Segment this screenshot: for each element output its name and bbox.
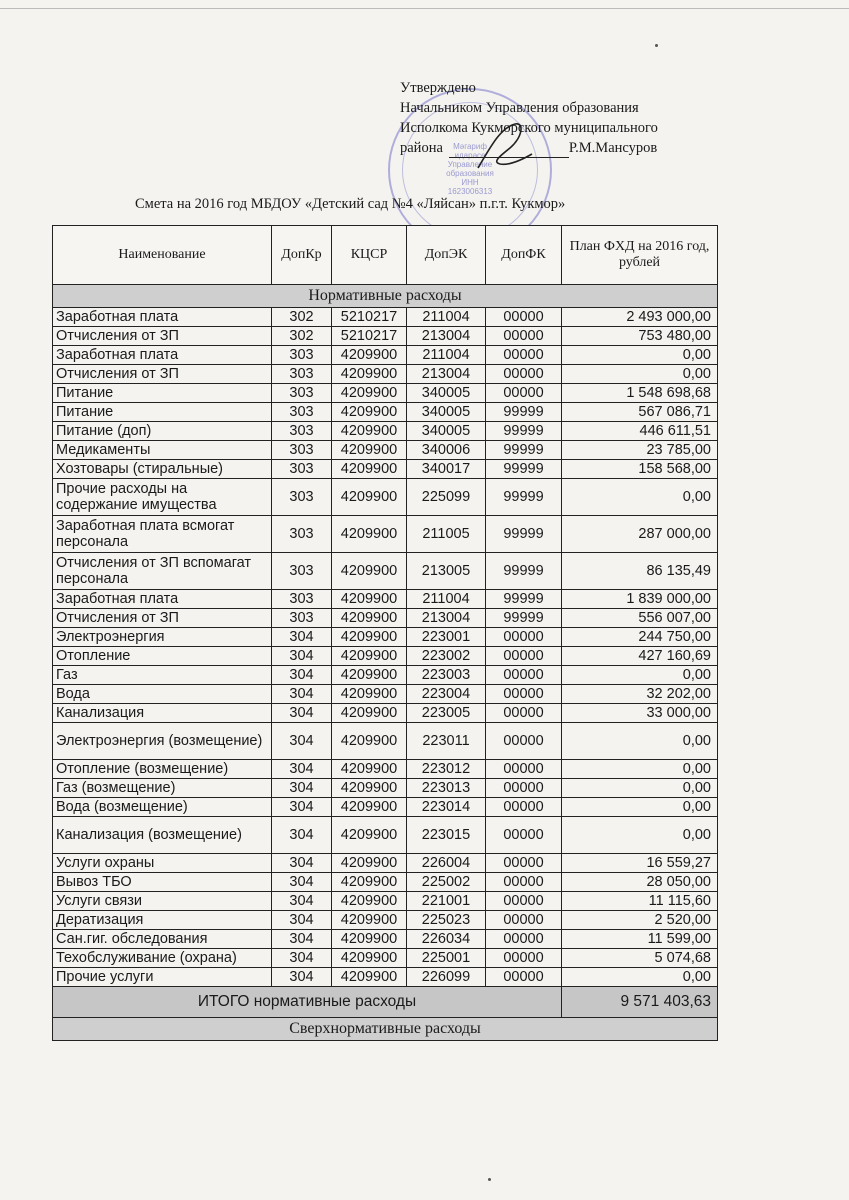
table-row bbox=[53, 968, 718, 987]
table-row bbox=[53, 609, 718, 628]
cell-kcsr: 4209900 bbox=[332, 647, 407, 666]
cell-dopfk: 00000 bbox=[486, 930, 562, 949]
cell-dopek: 226099 bbox=[407, 968, 486, 987]
cell-dopek: 225002 bbox=[407, 873, 486, 892]
cell-dopek: 340006 bbox=[407, 441, 486, 460]
signature-row bbox=[400, 138, 740, 158]
cell-kcsr: 4209900 bbox=[332, 422, 407, 441]
header-dopkr: ДопКр bbox=[272, 226, 332, 285]
cell-name: Электроэнергия bbox=[53, 628, 272, 647]
cell-plan: 0,00 bbox=[562, 723, 718, 760]
scan-edge-line bbox=[0, 8, 849, 9]
cell-dopek: 211004 bbox=[407, 346, 486, 365]
cell-name: Вода bbox=[53, 685, 272, 704]
cell-kcsr: 4209900 bbox=[332, 666, 407, 685]
cell-dopkr: 304 bbox=[272, 798, 332, 817]
table-row bbox=[53, 911, 718, 930]
stamp-text: Мәгариф идарәсе Управление образования ИНН 1623006313 bbox=[446, 142, 494, 196]
approval-line-2: Начальником Управления образования bbox=[400, 100, 639, 116]
cell-name: Дератизация bbox=[53, 911, 272, 930]
total-label: ИТОГО нормативные расходы bbox=[53, 987, 562, 1018]
cell-kcsr: 4209900 bbox=[332, 949, 407, 968]
cell-dopek: 211004 bbox=[407, 590, 486, 609]
table-row bbox=[53, 327, 718, 346]
cell-kcsr: 4209900 bbox=[332, 704, 407, 723]
cell-plan: 427 160,69 bbox=[562, 647, 718, 666]
cell-name: Услуги охраны bbox=[53, 854, 272, 873]
table-row bbox=[53, 723, 718, 760]
cell-kcsr: 4209900 bbox=[332, 590, 407, 609]
cell-dopkr: 303 bbox=[272, 441, 332, 460]
table-row bbox=[53, 590, 718, 609]
cell-dopek: 223011 bbox=[407, 723, 486, 760]
cell-name: Отчисления от ЗП bbox=[53, 365, 272, 384]
cell-kcsr: 4209900 bbox=[332, 609, 407, 628]
cell-dopek: 223005 bbox=[407, 704, 486, 723]
header-name: Наименование bbox=[53, 226, 272, 285]
signatory-name: Р.М.Мансуров bbox=[568, 140, 658, 156]
cell-dopek: 225023 bbox=[407, 911, 486, 930]
cell-plan: 23 785,00 bbox=[562, 441, 718, 460]
cell-kcsr: 4209900 bbox=[332, 798, 407, 817]
cell-dopek: 223002 bbox=[407, 647, 486, 666]
cell-dopkr: 304 bbox=[272, 949, 332, 968]
cell-dopek: 340005 bbox=[407, 384, 486, 403]
section-normative-label: Нормативные расходы bbox=[53, 285, 718, 308]
cell-dopfk: 99999 bbox=[486, 422, 562, 441]
cell-plan: 244 750,00 bbox=[562, 628, 718, 647]
table-header-row bbox=[53, 226, 718, 285]
cell-name: Заработная плата bbox=[53, 590, 272, 609]
cell-dopek: 221001 bbox=[407, 892, 486, 911]
cell-kcsr: 4209900 bbox=[332, 403, 407, 422]
cell-kcsr: 4209900 bbox=[332, 479, 407, 516]
document-title: Смета на 2016 год МБДОУ «Детский сад №4 «Ляйсан» п.г.т. Кукмор» bbox=[135, 196, 566, 212]
cell-kcsr: 4209900 bbox=[332, 854, 407, 873]
table-row bbox=[53, 685, 718, 704]
cell-dopkr: 302 bbox=[272, 308, 332, 327]
cell-dopkr: 304 bbox=[272, 666, 332, 685]
cell-dopkr: 304 bbox=[272, 628, 332, 647]
cell-kcsr: 4209900 bbox=[332, 817, 407, 854]
cell-name: Заработная плата всмогат персонала bbox=[53, 516, 272, 553]
cell-kcsr: 4209900 bbox=[332, 685, 407, 704]
cell-dopkr: 304 bbox=[272, 685, 332, 704]
total-value: 9 571 403,63 bbox=[562, 987, 718, 1018]
cell-kcsr: 5210217 bbox=[332, 327, 407, 346]
cell-name: Отчисления от ЗП вспомагат персонала bbox=[53, 553, 272, 590]
cell-name: Питание bbox=[53, 403, 272, 422]
cell-dopkr: 303 bbox=[272, 422, 332, 441]
cell-plan: 567 086,71 bbox=[562, 403, 718, 422]
cell-kcsr: 4209900 bbox=[332, 346, 407, 365]
cell-plan: 1 839 000,00 bbox=[562, 590, 718, 609]
cell-name: Прочие услуги bbox=[53, 968, 272, 987]
cell-dopfk: 00000 bbox=[486, 798, 562, 817]
cell-dopkr: 303 bbox=[272, 590, 332, 609]
cell-plan: 16 559,27 bbox=[562, 854, 718, 873]
cell-plan: 11 599,00 bbox=[562, 930, 718, 949]
table-row bbox=[53, 666, 718, 685]
cell-name: Заработная плата bbox=[53, 346, 272, 365]
cell-dopfk: 99999 bbox=[486, 403, 562, 422]
cell-dopfk: 99999 bbox=[486, 609, 562, 628]
cell-dopek: 340005 bbox=[407, 422, 486, 441]
cell-kcsr: 4209900 bbox=[332, 968, 407, 987]
cell-dopfk: 00000 bbox=[486, 346, 562, 365]
cell-dopkr: 302 bbox=[272, 327, 332, 346]
cell-kcsr: 4209900 bbox=[332, 930, 407, 949]
cell-dopkr: 304 bbox=[272, 911, 332, 930]
cell-dopfk: 99999 bbox=[486, 516, 562, 553]
cell-dopfk: 00000 bbox=[486, 949, 562, 968]
table-row bbox=[53, 930, 718, 949]
cell-dopfk: 99999 bbox=[486, 441, 562, 460]
table-row bbox=[53, 854, 718, 873]
cell-name: Отчисления от ЗП bbox=[53, 609, 272, 628]
cell-plan: 32 202,00 bbox=[562, 685, 718, 704]
cell-dopfk: 00000 bbox=[486, 892, 562, 911]
cell-dopek: 225001 bbox=[407, 949, 486, 968]
cell-plan: 0,00 bbox=[562, 798, 718, 817]
cell-name: Питание bbox=[53, 384, 272, 403]
cell-kcsr: 4209900 bbox=[332, 873, 407, 892]
cell-dopfk: 00000 bbox=[486, 760, 562, 779]
cell-plan: 0,00 bbox=[562, 968, 718, 987]
cell-dopfk: 00000 bbox=[486, 704, 562, 723]
table-row bbox=[53, 760, 718, 779]
cell-dopek: 211004 bbox=[407, 308, 486, 327]
table-row bbox=[53, 479, 718, 516]
cell-kcsr: 4209900 bbox=[332, 892, 407, 911]
scan-speck bbox=[488, 1178, 491, 1181]
cell-plan: 0,00 bbox=[562, 760, 718, 779]
table-row bbox=[53, 779, 718, 798]
cell-plan: 446 611,51 bbox=[562, 422, 718, 441]
cell-dopkr: 304 bbox=[272, 779, 332, 798]
cell-dopkr: 304 bbox=[272, 892, 332, 911]
cell-name: Отчисления от ЗП bbox=[53, 327, 272, 346]
cell-plan: 753 480,00 bbox=[562, 327, 718, 346]
cell-name: Питание (доп) bbox=[53, 422, 272, 441]
table-row bbox=[53, 346, 718, 365]
cell-dopfk: 00000 bbox=[486, 873, 562, 892]
cell-plan: 0,00 bbox=[562, 346, 718, 365]
table-row bbox=[53, 516, 718, 553]
cell-kcsr: 5210217 bbox=[332, 308, 407, 327]
cell-dopkr: 303 bbox=[272, 460, 332, 479]
cell-dopfk: 00000 bbox=[486, 384, 562, 403]
table-row bbox=[53, 798, 718, 817]
table-row bbox=[53, 704, 718, 723]
cell-dopkr: 304 bbox=[272, 873, 332, 892]
cell-name: Отопление (возмещение) bbox=[53, 760, 272, 779]
cell-name: Канализация (возмещение) bbox=[53, 817, 272, 854]
table-row bbox=[53, 628, 718, 647]
cell-plan: 556 007,00 bbox=[562, 609, 718, 628]
cell-plan: 0,00 bbox=[562, 666, 718, 685]
cell-dopkr: 304 bbox=[272, 647, 332, 666]
section-above-normative-label: Сверхнормативные расходы bbox=[53, 1018, 718, 1041]
cell-dopkr: 303 bbox=[272, 403, 332, 422]
cell-dopkr: 304 bbox=[272, 704, 332, 723]
cell-dopfk: 00000 bbox=[486, 968, 562, 987]
cell-dopek: 223015 bbox=[407, 817, 486, 854]
cell-name: Медикаменты bbox=[53, 441, 272, 460]
cell-name: Заработная плата bbox=[53, 308, 272, 327]
cell-dopkr: 303 bbox=[272, 479, 332, 516]
cell-name: Газ (возмещение) bbox=[53, 779, 272, 798]
table-row bbox=[53, 403, 718, 422]
cell-plan: 0,00 bbox=[562, 779, 718, 798]
cell-dopkr: 304 bbox=[272, 817, 332, 854]
scan-speck bbox=[655, 44, 658, 47]
cell-dopfk: 00000 bbox=[486, 911, 562, 930]
cell-plan: 86 135,49 bbox=[562, 553, 718, 590]
cell-dopek: 226034 bbox=[407, 930, 486, 949]
table-row bbox=[53, 384, 718, 403]
cell-dopek: 223014 bbox=[407, 798, 486, 817]
header-kcsr: КЦСР bbox=[332, 226, 407, 285]
cell-dopkr: 304 bbox=[272, 723, 332, 760]
approval-line-3: Исполкома Кукморского муниципального bbox=[400, 120, 658, 136]
cell-dopfk: 99999 bbox=[486, 460, 562, 479]
cell-dopkr: 304 bbox=[272, 854, 332, 873]
table-row bbox=[53, 308, 718, 327]
cell-dopek: 213005 bbox=[407, 553, 486, 590]
section-normative-row bbox=[53, 285, 718, 308]
cell-plan: 5 074,68 bbox=[562, 949, 718, 968]
cell-name: Техобслуживание (охрана) bbox=[53, 949, 272, 968]
cell-dopfk: 99999 bbox=[486, 590, 562, 609]
cell-dopfk: 99999 bbox=[486, 479, 562, 516]
cell-dopek: 340005 bbox=[407, 403, 486, 422]
cell-dopkr: 304 bbox=[272, 930, 332, 949]
cell-dopfk: 00000 bbox=[486, 308, 562, 327]
cell-dopek: 223012 bbox=[407, 760, 486, 779]
cell-name: Отопление bbox=[53, 647, 272, 666]
cell-dopek: 213004 bbox=[407, 327, 486, 346]
cell-dopfk: 00000 bbox=[486, 854, 562, 873]
signature-blank bbox=[449, 157, 569, 158]
cell-kcsr: 4209900 bbox=[332, 628, 407, 647]
cell-kcsr: 4209900 bbox=[332, 441, 407, 460]
cell-dopfk: 00000 bbox=[486, 685, 562, 704]
cell-dopfk: 00000 bbox=[486, 817, 562, 854]
cell-plan: 0,00 bbox=[562, 817, 718, 854]
table-row bbox=[53, 441, 718, 460]
cell-name: Хозтовары (стиральные) bbox=[53, 460, 272, 479]
cell-plan: 2 520,00 bbox=[562, 911, 718, 930]
cell-dopek: 211005 bbox=[407, 516, 486, 553]
section-above-normative-row bbox=[53, 1018, 718, 1041]
approval-block bbox=[400, 78, 740, 158]
cell-plan: 0,00 bbox=[562, 365, 718, 384]
header-dopfk: ДопФК bbox=[486, 226, 562, 285]
cell-dopkr: 303 bbox=[272, 384, 332, 403]
cell-dopkr: 304 bbox=[272, 760, 332, 779]
cell-name: Сан.гиг. обследования bbox=[53, 930, 272, 949]
table-row bbox=[53, 422, 718, 441]
cell-dopfk: 99999 bbox=[486, 553, 562, 590]
cell-plan: 158 568,00 bbox=[562, 460, 718, 479]
cell-name: Прочие расходы на содержание имущества bbox=[53, 479, 272, 516]
cell-dopek: 223004 bbox=[407, 685, 486, 704]
cell-kcsr: 4209900 bbox=[332, 779, 407, 798]
cell-dopkr: 303 bbox=[272, 365, 332, 384]
cell-name: Электроэнергия (возмещение) bbox=[53, 723, 272, 760]
table-row bbox=[53, 817, 718, 854]
cell-plan: 33 000,00 bbox=[562, 704, 718, 723]
cell-dopfk: 00000 bbox=[486, 779, 562, 798]
cell-dopfk: 00000 bbox=[486, 666, 562, 685]
cell-dopkr: 303 bbox=[272, 553, 332, 590]
cell-dopek: 213004 bbox=[407, 609, 486, 628]
cell-dopfk: 00000 bbox=[486, 723, 562, 760]
total-row bbox=[53, 987, 718, 1018]
cell-dopkr: 303 bbox=[272, 609, 332, 628]
cell-plan: 11 115,60 bbox=[562, 892, 718, 911]
cell-kcsr: 4209900 bbox=[332, 760, 407, 779]
budget-table bbox=[52, 225, 718, 1041]
table-row bbox=[53, 647, 718, 666]
cell-plan: 287 000,00 bbox=[562, 516, 718, 553]
table-row bbox=[53, 892, 718, 911]
cell-dopek: 213004 bbox=[407, 365, 486, 384]
cell-dopfk: 00000 bbox=[486, 647, 562, 666]
table-row bbox=[53, 553, 718, 590]
cell-dopkr: 303 bbox=[272, 516, 332, 553]
cell-kcsr: 4209900 bbox=[332, 365, 407, 384]
table-row bbox=[53, 365, 718, 384]
cell-kcsr: 4209900 bbox=[332, 723, 407, 760]
cell-dopfk: 00000 bbox=[486, 628, 562, 647]
cell-plan: 2 493 000,00 bbox=[562, 308, 718, 327]
approval-line-1: Утверждено bbox=[400, 80, 476, 96]
cell-name: Вода (возмещение) bbox=[53, 798, 272, 817]
cell-dopkr: 304 bbox=[272, 968, 332, 987]
cell-plan: 0,00 bbox=[562, 479, 718, 516]
cell-name: Газ bbox=[53, 666, 272, 685]
cell-name: Вывоз ТБО bbox=[53, 873, 272, 892]
header-dopek: ДопЭК bbox=[407, 226, 486, 285]
cell-dopek: 225099 bbox=[407, 479, 486, 516]
table-row bbox=[53, 460, 718, 479]
cell-plan: 28 050,00 bbox=[562, 873, 718, 892]
cell-kcsr: 4209900 bbox=[332, 384, 407, 403]
cell-dopfk: 00000 bbox=[486, 327, 562, 346]
cell-name: Канализация bbox=[53, 704, 272, 723]
cell-dopfk: 00000 bbox=[486, 365, 562, 384]
cell-kcsr: 4209900 bbox=[332, 911, 407, 930]
cell-plan: 1 548 698,68 bbox=[562, 384, 718, 403]
cell-kcsr: 4209900 bbox=[332, 516, 407, 553]
cell-dopek: 340017 bbox=[407, 460, 486, 479]
cell-kcsr: 4209900 bbox=[332, 460, 407, 479]
approval-line-4: района bbox=[400, 140, 443, 156]
header-plan: План ФХД на 2016 год, рублей bbox=[562, 226, 718, 285]
cell-dopek: 223003 bbox=[407, 666, 486, 685]
cell-dopek: 223001 bbox=[407, 628, 486, 647]
cell-dopek: 223013 bbox=[407, 779, 486, 798]
table-row bbox=[53, 873, 718, 892]
cell-dopek: 226004 bbox=[407, 854, 486, 873]
cell-kcsr: 4209900 bbox=[332, 553, 407, 590]
cell-name: Услуги связи bbox=[53, 892, 272, 911]
cell-dopkr: 303 bbox=[272, 346, 332, 365]
table-row bbox=[53, 949, 718, 968]
